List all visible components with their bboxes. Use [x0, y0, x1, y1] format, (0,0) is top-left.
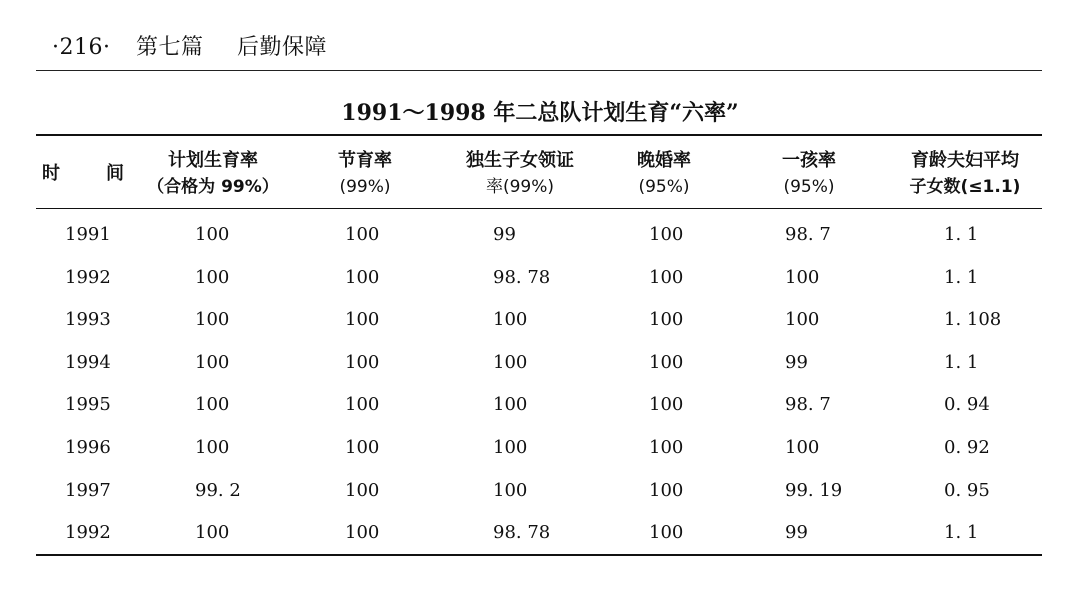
row-value-cell: 100: [195, 522, 230, 544]
row-value-cell: 100: [785, 437, 820, 458]
row-year-cell: 1992: [65, 522, 111, 544]
row-value-cell: 100: [785, 309, 820, 331]
row-year-cell: 1991: [65, 224, 111, 245]
column-header-line2: （合格为 99%）: [147, 177, 279, 197]
column-header-plan-rate: [138, 148, 288, 200]
table-bottom-rule: [36, 554, 1042, 556]
row-value-cell: 98. 78: [493, 522, 551, 544]
row-year-cell: 1992: [65, 266, 111, 288]
table-row: [0, 214, 1080, 254]
table-header-rule: [36, 208, 1042, 209]
row-value-cell: 100: [649, 479, 684, 501]
column-header-line2: 率(99%): [485, 177, 555, 197]
row-value-cell: 1. 1: [944, 266, 979, 288]
row-year-cell: 1993: [65, 309, 111, 331]
row-value-cell: 0. 92: [944, 437, 990, 458]
column-header-year-label: 时 间: [42, 163, 138, 184]
table-row: [0, 257, 1080, 297]
column-header-line1: 节育率: [338, 150, 392, 171]
row-value-cell: 100: [345, 479, 380, 501]
header-rule: [36, 70, 1042, 71]
row-value-cell: 100: [493, 309, 528, 331]
row-value-cell: 100: [649, 266, 684, 288]
row-value-cell: 100: [649, 437, 684, 458]
row-value-cell: 100: [493, 351, 528, 373]
column-header-line2: (99%): [339, 177, 391, 197]
row-value-cell: 100: [345, 437, 380, 458]
row-value-cell: 100: [649, 522, 684, 544]
table-top-rule: [36, 134, 1042, 136]
row-value-cell: 99: [785, 522, 808, 544]
row-value-cell: 1. 1: [944, 224, 979, 245]
running-head: [52, 30, 327, 61]
row-value-cell: 100: [345, 522, 380, 544]
column-header-line1: 一孩率: [782, 150, 836, 171]
row-year-cell: 1997: [65, 479, 111, 501]
column-header-line1: 计划生育率: [168, 150, 258, 171]
row-value-cell: 100: [649, 351, 684, 373]
row-value-cell: 99. 19: [785, 479, 843, 501]
section-title: 后勤保障: [237, 35, 328, 60]
row-value-cell: 0. 95: [944, 479, 990, 501]
column-header-line1: 育龄夫妇平均: [911, 150, 1019, 171]
row-value-cell: 1. 1: [944, 522, 979, 544]
row-value-cell: 100: [493, 394, 528, 416]
row-value-cell: 100: [195, 309, 230, 331]
table-row: [0, 342, 1080, 382]
row-value-cell: 100: [345, 224, 380, 245]
row-value-cell: 100: [195, 351, 230, 373]
table-row: [0, 384, 1080, 424]
row-year-cell: 1994: [65, 351, 111, 373]
row-value-cell: 100: [195, 437, 230, 458]
row-value-cell: 99: [493, 224, 516, 245]
row-value-cell: 99: [785, 351, 808, 373]
row-value-cell: 100: [345, 394, 380, 416]
row-value-cell: 100: [649, 394, 684, 416]
row-value-cell: 100: [195, 394, 230, 416]
row-value-cell: 100: [493, 479, 528, 501]
row-value-cell: 100: [345, 266, 380, 288]
column-header-line1: 晚婚率: [637, 150, 691, 171]
row-value-cell: 0. 94: [944, 394, 990, 416]
row-value-cell: 100: [345, 309, 380, 331]
column-header-avg-children: [890, 148, 1040, 200]
column-header-line2: 子女数(≤1.1): [909, 177, 1021, 197]
column-header-line2: (95%): [638, 177, 690, 197]
row-year-cell: 1995: [65, 394, 111, 416]
row-value-cell: 100: [345, 351, 380, 373]
row-value-cell: 98. 7: [785, 224, 831, 245]
part-title: 第七篇: [135, 35, 204, 60]
table-row: [0, 470, 1080, 510]
row-value-cell: 98. 7: [785, 394, 831, 416]
row-value-cell: 100: [493, 437, 528, 458]
row-value-cell: 1. 1: [944, 351, 979, 373]
column-header-year: [40, 161, 140, 187]
column-header-one-child-rate: [766, 148, 852, 200]
row-value-cell: 100: [195, 266, 230, 288]
column-header-line2: (95%): [783, 177, 835, 197]
row-value-cell: 100: [649, 309, 684, 331]
row-value-cell: 98. 78: [493, 266, 551, 288]
column-header-only-child-cert-rate: [440, 148, 600, 200]
column-header-line1: 独生子女领证: [466, 150, 574, 171]
row-value-cell: 100: [195, 224, 230, 245]
column-header-contraception-rate: [320, 148, 410, 200]
page-number: ·216·: [52, 35, 111, 60]
table-row: [0, 512, 1080, 552]
row-value-cell: 100: [785, 266, 820, 288]
table-row: [0, 299, 1080, 339]
row-year-cell: 1996: [65, 437, 111, 458]
row-value-cell: 100: [649, 224, 684, 245]
table-row: [0, 427, 1080, 467]
table-title: 1991～1998 年二总队计划生育“六率”: [341, 100, 739, 126]
column-header-late-marriage-rate: [612, 148, 716, 200]
row-value-cell: 99. 2: [195, 479, 241, 501]
row-value-cell: 1. 108: [944, 309, 1002, 331]
